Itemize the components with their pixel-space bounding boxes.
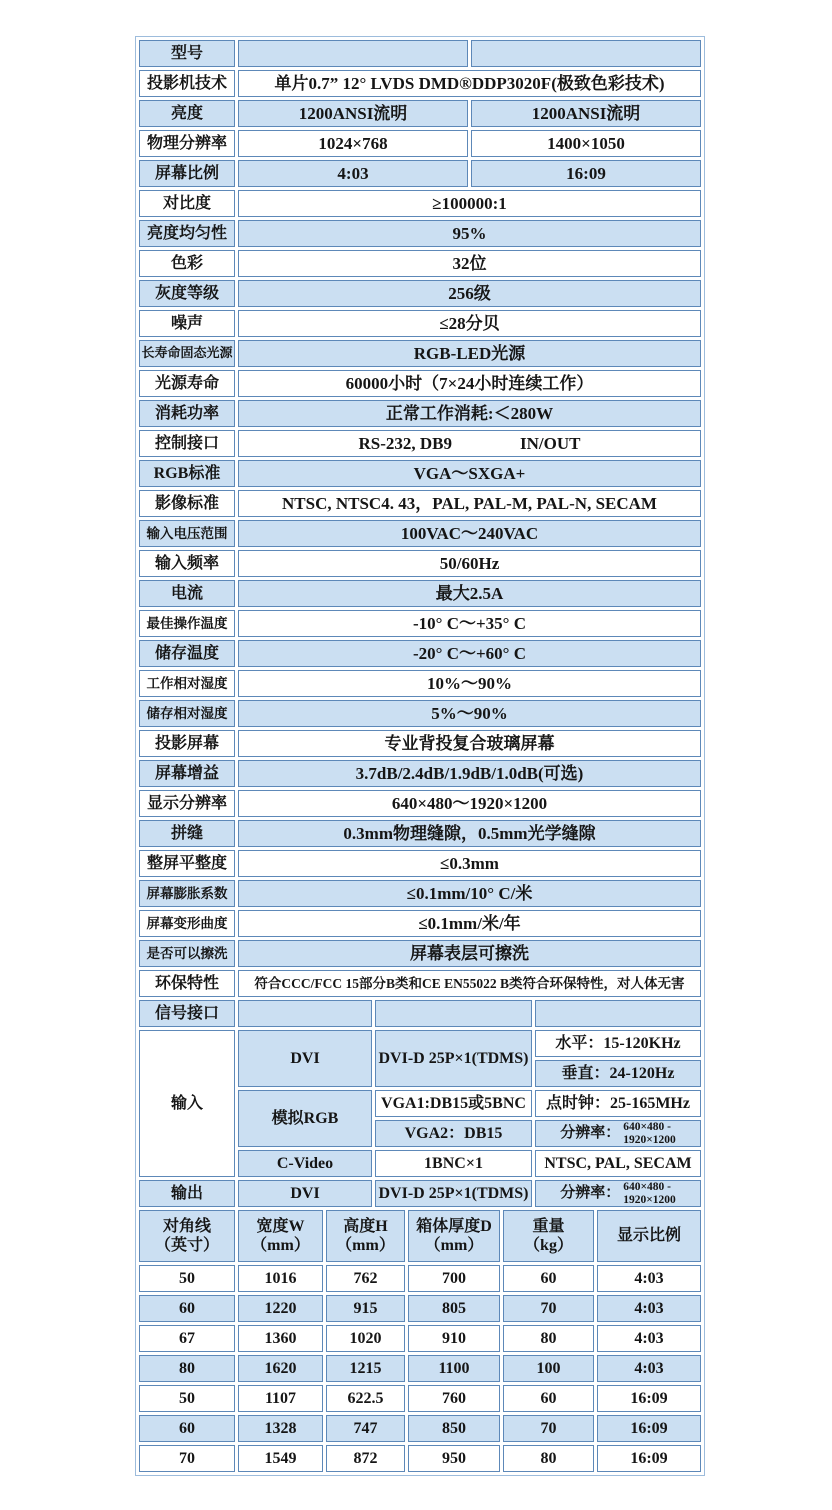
spec-value-cell: 50/60Hz — [238, 550, 701, 577]
spec-value-cell: -20° C～+60° C — [238, 640, 701, 667]
signal-value-cell: C-Video — [238, 1150, 372, 1177]
spec-label-cell: 投影机技术 — [139, 70, 235, 97]
spec-row — [139, 790, 701, 817]
spec-value-cell: 屏幕表层可擦洗 — [238, 940, 701, 967]
spec-label-cell: 消耗功率 — [139, 400, 235, 427]
signal-value-cell — [535, 1000, 701, 1027]
signal-table — [136, 997, 704, 1210]
signal-value-cell — [535, 1120, 701, 1147]
dimension-row — [139, 1415, 701, 1442]
dimension-cell: 60 — [139, 1415, 235, 1442]
spec-row — [139, 520, 701, 547]
spec-row — [139, 610, 701, 637]
dimension-cell: 950 — [408, 1445, 500, 1472]
spec-label-cell: 输入电压范围 — [139, 520, 235, 547]
dimension-cell: 80 — [503, 1325, 594, 1352]
spec-label-cell: 储存温度 — [139, 640, 235, 667]
spec-sheet — [135, 36, 705, 1476]
dimension-cell: 67 — [139, 1325, 235, 1352]
dimension-cell: 80 — [503, 1445, 594, 1472]
dimension-cell: 80 — [139, 1355, 235, 1382]
spec-row — [139, 580, 701, 607]
dimension-row — [139, 1325, 701, 1352]
dimension-cell: 1549 — [238, 1445, 323, 1472]
spec-label-cell: 工作相对湿度 — [139, 670, 235, 697]
spec-value-cell: 1400×1050 — [471, 130, 701, 157]
spec-value-cell: ≥100000:1 — [238, 190, 701, 217]
dimension-header-cell: 重量 （kg） — [503, 1210, 594, 1262]
spec-value-cell: ≤0.3mm — [238, 850, 701, 877]
dimension-cell: 70 — [139, 1445, 235, 1472]
signal-value-cell: NTSC, PAL, SECAM — [535, 1150, 701, 1177]
spec-value-cell: 32位 — [238, 250, 701, 277]
dimension-cell: 872 — [326, 1445, 405, 1472]
spec-value-cell: RGB-LED光源 — [238, 340, 701, 367]
dimension-cell: 50 — [139, 1385, 235, 1412]
spec-value-cell: 单片0.7” 12° LVDS DMD®DDP3020F(极致色彩技术) — [238, 70, 701, 97]
dimension-cell: 60 — [503, 1265, 594, 1292]
signal-value-cell: VGA2：DB15 — [375, 1120, 532, 1147]
dimension-cell: 1620 — [238, 1355, 323, 1382]
dimension-cell: 70 — [503, 1295, 594, 1322]
dimension-cell: 762 — [326, 1265, 405, 1292]
dimension-cell: 100 — [503, 1355, 594, 1382]
spec-label-cell: 整屏平整度 — [139, 850, 235, 877]
spec-row — [139, 550, 701, 577]
signal-label-cell: 信号接口 — [139, 1000, 235, 1027]
spec-label-cell: 对比度 — [139, 190, 235, 217]
spec-label-cell: 环保特性 — [139, 970, 235, 997]
spec-label-cell: 色彩 — [139, 250, 235, 277]
spec-row — [139, 460, 701, 487]
dimension-cell: 1107 — [238, 1385, 323, 1412]
signal-value-cell — [375, 1000, 532, 1027]
spec-value-cell: 640×480～1920×1200 — [238, 790, 701, 817]
dimension-cell: 4:03 — [597, 1295, 701, 1322]
spec-row — [139, 880, 701, 907]
spec-row — [139, 970, 701, 997]
spec-value-cell: 5%～90% — [238, 700, 701, 727]
spec-row — [139, 760, 701, 787]
signal-label-cell: 输出 — [139, 1180, 235, 1207]
spec-label-cell: 最佳操作温度 — [139, 610, 235, 637]
dimension-table — [136, 1207, 704, 1475]
spec-row — [139, 190, 701, 217]
spec-label-cell: 光源寿命 — [139, 370, 235, 397]
signal-value-cell: 垂直：24-120Hz — [535, 1060, 701, 1087]
spec-row — [139, 220, 701, 247]
spec-value-cell: 10%～90% — [238, 670, 701, 697]
dimension-cell: 1328 — [238, 1415, 323, 1442]
spec-row — [139, 70, 701, 97]
signal-value-cell: DVI — [238, 1180, 372, 1207]
dimension-cell: 1215 — [326, 1355, 405, 1382]
dimension-cell: 760 — [408, 1385, 500, 1412]
dimension-cell: 1016 — [238, 1265, 323, 1292]
spec-row — [139, 820, 701, 847]
dimension-header-cell: 箱体厚度D （mm） — [408, 1210, 500, 1262]
signal-row — [139, 1030, 701, 1057]
dimension-cell: 1100 — [408, 1355, 500, 1382]
spec-value-cell — [471, 40, 701, 67]
spec-value-cell: 专业背投复合玻璃屏幕 — [238, 730, 701, 757]
spec-label-cell: 显示分辨率 — [139, 790, 235, 817]
spec-value-cell: 1200ANSI流明 — [238, 100, 468, 127]
spec-value-cell: ≤0.1mm/米/年 — [238, 910, 701, 937]
signal-row — [139, 1180, 701, 1207]
spec-row — [139, 640, 701, 667]
spec-value-cell: VGA～SXGA+ — [238, 460, 701, 487]
cell-text: 分辨率： 640×480 - 1920×1200 — [560, 1121, 676, 1146]
spec-row — [139, 130, 701, 157]
spec-value-cell: ≤0.1mm/10° C/米 — [238, 880, 701, 907]
signal-value-cell: DVI-D 25P×1(TDMS) — [375, 1030, 532, 1087]
dimension-cell: 700 — [408, 1265, 500, 1292]
spec-row — [139, 400, 701, 427]
spec-value-cell — [238, 40, 468, 67]
dimension-cell: 850 — [408, 1415, 500, 1442]
signal-value-cell: DVI-D 25P×1(TDMS) — [375, 1180, 532, 1207]
dimension-header-cell: 宽度W （mm） — [238, 1210, 323, 1262]
spec-row — [139, 940, 701, 967]
spec-value-cell: NTSC, NTSC4. 43，PAL, PAL-M, PAL-N, SECAM — [238, 490, 701, 517]
dimension-cell: 1220 — [238, 1295, 323, 1322]
dimension-cell: 747 — [326, 1415, 405, 1442]
spec-label-cell: 噪声 — [139, 310, 235, 337]
spec-value-cell: 100VAC～240VAC — [238, 520, 701, 547]
dimension-cell: 70 — [503, 1415, 594, 1442]
signal-value-cell: 模拟RGB — [238, 1090, 372, 1147]
spec-row — [139, 730, 701, 757]
spec-row — [139, 340, 701, 367]
spec-value-cell: ≤28分贝 — [238, 310, 701, 337]
spec-label-cell: 长寿命固态光源 — [139, 340, 235, 367]
spec-value-cell: 3.7dB/2.4dB/1.9dB/1.0dB(可选) — [238, 760, 701, 787]
signal-value-cell: VGA1:DB15或5BNC — [375, 1090, 532, 1117]
spec-value-cell: 最大2.5A — [238, 580, 701, 607]
dimension-cell: 16:09 — [597, 1415, 701, 1442]
spec-label-cell: 灰度等级 — [139, 280, 235, 307]
spec-value-cell: 95% — [238, 220, 701, 247]
spec-row — [139, 700, 701, 727]
spec-row — [139, 490, 701, 517]
dimension-cell: 910 — [408, 1325, 500, 1352]
spec-label-cell: 屏幕膨胀系数 — [139, 880, 235, 907]
dimension-cell: 4:03 — [597, 1355, 701, 1382]
dimension-cell: 1020 — [326, 1325, 405, 1352]
spec-label-cell: 拼缝 — [139, 820, 235, 847]
spec-row — [139, 100, 701, 127]
signal-value-cell: DVI — [238, 1030, 372, 1087]
spec-label-cell: 影像标准 — [139, 490, 235, 517]
spec-row — [139, 160, 701, 187]
dimension-header-cell: 对角线 （英寸） — [139, 1210, 235, 1262]
signal-value-cell: 水平：15-120KHz — [535, 1030, 701, 1057]
dimension-row — [139, 1355, 701, 1382]
spec-label-cell: 投影屏幕 — [139, 730, 235, 757]
spec-value-cell: 正常工作消耗:＜280W — [238, 400, 701, 427]
dimension-cell: 622.5 — [326, 1385, 405, 1412]
spec-value-cell: RS-232, DB9 IN/OUT — [238, 430, 701, 457]
dimension-cell: 4:03 — [597, 1325, 701, 1352]
spec-row — [139, 850, 701, 877]
dimension-row — [139, 1265, 701, 1292]
spec-label-cell: 屏幕增益 — [139, 760, 235, 787]
spec-label-cell: 屏幕比例 — [139, 160, 235, 187]
spec-value-cell: 1024×768 — [238, 130, 468, 157]
signal-label-cell: 输入 — [139, 1030, 235, 1177]
dimension-cell: 805 — [408, 1295, 500, 1322]
spec-label-cell: 控制接口 — [139, 430, 235, 457]
dimension-header-cell: 高度H （mm） — [326, 1210, 405, 1262]
spec-value-cell: 符合CCC/FCC 15部分B类和CE EN55022 B类符合环保特性，对人体无害 — [238, 970, 701, 997]
spec-row — [139, 250, 701, 277]
spec-row — [139, 670, 701, 697]
spec-label-cell: 是否可以擦洗 — [139, 940, 235, 967]
dimension-cell: 1360 — [238, 1325, 323, 1352]
spec-row — [139, 40, 701, 67]
spec-label-cell: 亮度均匀性 — [139, 220, 235, 247]
spec-row — [139, 280, 701, 307]
spec-label-cell: 物理分辨率 — [139, 130, 235, 157]
spec-value-cell: 256级 — [238, 280, 701, 307]
dimension-cell: 16:09 — [597, 1385, 701, 1412]
spec-label-cell: 屏幕变形曲度 — [139, 910, 235, 937]
spec-row — [139, 310, 701, 337]
signal-value-cell: 点时钟：25-165MHz — [535, 1090, 701, 1117]
dimension-cell: 60 — [503, 1385, 594, 1412]
signal-row — [139, 1000, 701, 1027]
dimension-row — [139, 1295, 701, 1322]
dimension-cell: 50 — [139, 1265, 235, 1292]
spec-value-cell: -10° C～+35° C — [238, 610, 701, 637]
spec-row — [139, 430, 701, 457]
signal-value-cell: 1BNC×1 — [375, 1150, 532, 1177]
dimension-cell: 4:03 — [597, 1265, 701, 1292]
dimension-cell: 60 — [139, 1295, 235, 1322]
spec-row — [139, 910, 701, 937]
dimension-header-cell: 显示比例 — [597, 1210, 701, 1262]
spec-row — [139, 370, 701, 397]
dimension-row — [139, 1445, 701, 1472]
main-spec-table — [136, 37, 704, 1000]
spec-value-cell: 60000小时（7×24小时连续工作） — [238, 370, 701, 397]
spec-label-cell: 亮度 — [139, 100, 235, 127]
spec-label-cell: 电流 — [139, 580, 235, 607]
spec-value-cell: 0.3mm物理缝隙，0.5mm光学缝隙 — [238, 820, 701, 847]
spec-value-cell: 1200ANSI流明 — [471, 100, 701, 127]
spec-label-cell: 型号 — [139, 40, 235, 67]
spec-label-cell: 输入频率 — [139, 550, 235, 577]
signal-value-cell — [238, 1000, 372, 1027]
signal-value-cell — [535, 1180, 701, 1207]
dimension-cell: 915 — [326, 1295, 405, 1322]
spec-label-cell: 储存相对湿度 — [139, 700, 235, 727]
dimension-header-row — [139, 1210, 701, 1262]
cell-text: 分辨率： 640×480 - 1920×1200 — [560, 1181, 676, 1206]
spec-label-cell: RGB标准 — [139, 460, 235, 487]
spec-value-cell: 4:03 — [238, 160, 468, 187]
dimension-row — [139, 1385, 701, 1412]
dimension-cell: 16:09 — [597, 1445, 701, 1472]
spec-value-cell: 16:09 — [471, 160, 701, 187]
